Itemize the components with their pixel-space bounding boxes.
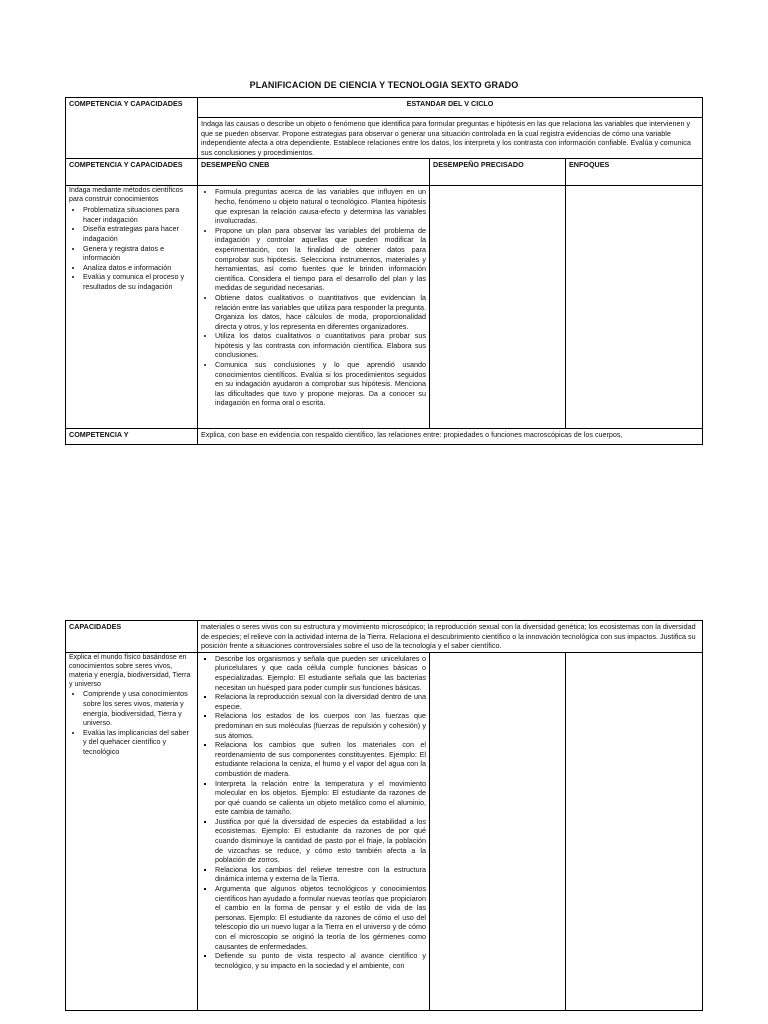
desempeno-item: ▪ Describe los organismos y señala que pueden ser unicelulares o pluricelulares y que cada célula cumple funciones básicas o especializadas. Ejemplo: El estudiante señala que las bacterias necesitan un huésped para poder cumplir sus funciones básicas. <box>215 654 426 692</box>
competencia-cell <box>66 186 198 429</box>
capacidad-item: • Genera y registra datos e información <box>83 244 194 263</box>
competencia-header: COMPETENCIA Y CAPACIDADES <box>66 98 198 159</box>
competencia-cell-2 <box>66 652 198 1010</box>
desempeno-item: • Utiliza los datos cualitativos o cuantitativos para probar sus hipótesis y las contrasta con información científica. Elabora sus conclusiones. <box>215 331 426 360</box>
desempeno-item: ▪ Relaciona la reproducción sexual con la diversidad dentro de una especie. <box>215 692 426 711</box>
col-competencia: COMPETENCIA Y CAPACIDADES <box>66 159 198 186</box>
desempeno-item: • Propone un plan para observar las variables del problema de indagación y controlar aquellas que pueden modificar la experimentación, con la finalidad de obtener datos para comprobar sus hipótesis. Selecciona instrumentos, materiales y herramientas, así como fuentes que le brinden información científica. Considera el tiempo para el desarrollo del plan y las medidas de seguridad necesarias. <box>215 226 426 293</box>
competencia-continued: COMPETENCIA Y <box>66 429 198 445</box>
desempeno-item: ▪ Defiende su punto de vista respecto al avance científico y tecnológico, y su impacto en la sociedad y el ambiente, con <box>215 951 426 970</box>
desempeno-precisado-cell-2 <box>430 652 566 1010</box>
desempeno-item: ▪ Justifica por qué la diversidad de especies da estabilidad a los ecosistemas. Ejemplo: El estudiante da razones de por qué cuando disminuye la cantidad de pasto por el friaje, la población de vizcachas se reduce, y cómo esto también afecta a la población de zorros. <box>215 817 426 865</box>
desempeno-item: ▪ Relaciona los cambios que sufren los materiales con el reordenamiento de sus componentes constituyentes. Ejemplo: El estudiante relaciona la ceniza, el humo y el vapor del agua con la combustión de madera. <box>215 740 426 778</box>
page-title: PLANIFICACION DE CIENCIA Y TECNOLOGIA SEXTO GRADO <box>249 80 519 90</box>
col-desempeno-cneb: DESEMPEÑO CNEB <box>198 159 430 186</box>
estandar-continued-text: materiales o seres vivos con su estructura y movimiento microscópico; la reproducción sexual con la diversidad genética; los ecosistemas con la diversidad de especies; el relieve con la actividad interna de la Tierra. Relaciona el descubrimiento científico o la innovación tecnológica con sus impactos. Justifica su posición frente a situaciones controversiales sobre el uso de la tecnología y el saber científico. <box>198 621 703 653</box>
estandar-explica-text: Explica, con base en evidencia con respaldo científico, las relaciones entre: propiedades o funciones macroscópicas de los cuerpos, <box>198 429 703 445</box>
capacidad-item: • Problematiza situaciones para hacer indagación <box>83 205 194 224</box>
capacidad-item: • Evalúa las implicancias del saber y del quehacer científico y tecnológico <box>83 728 194 757</box>
desempeno-precisado-cell <box>430 186 566 429</box>
estandar-text: Indaga las causas o describe un objeto o fenómeno que identifica para formular preguntas e hipótesis en las que relaciona las variables que intervienen y que se pueden observar. Propone estrategias para observar o generar una situación controlada en la cual registra evidencias de cómo una variable independiente afecta a otra dependiente. Establece relaciones entre los datos, los interpreta y los contrasta con información confiable. Evalúa y comunica sus conclusiones y procedimientos. <box>198 118 703 159</box>
planning-table-1 <box>65 97 703 445</box>
desempeno-item: • Obtiene datos cualitativos o cuantitativos que evidencian la relación entre las variables que utiliza para responder la pregunta. Organiza los datos, hace cálculos de moda, proporcionalidad directa y otros, y los representa en diferentes organizadores. <box>215 293 426 331</box>
desempeno-item: ▪ Interpreta la relación entre la temperatura y el movimiento molecular en los objetos. Ejemplo: El estudiante da razones de por qué cuando se calienta un objeto metálico como el aluminio, este cambia de tamaño. <box>215 779 426 817</box>
capacidad-item: • Comprende y usa conocimientos sobre los seres vivos, materia y energía, biodiversidad, Tierra y universo. <box>83 689 194 727</box>
competencia-intro-2: Explica el mundo físico basándose en conocimientos sobre seres vivos, materia y energía, biodiversidad, Tierra y universo <box>69 653 191 688</box>
desempeno-cneb-cell-2 <box>198 652 430 1010</box>
capacidades-header: CAPACIDADES <box>66 621 198 653</box>
enfoques-cell-2 <box>566 652 703 1010</box>
desempeno-item: ▪ Argumenta que algunos objetos tecnológicos y conocimientos científicos han ayudado a formular nuevas teorías que propiciaron el cambio en la forma de pensar y el estilo de vida de las personas. Ejemplo: El estudiante da razones de cómo el uso del telescopio dio un nuevo lugar a la Tierra en el universo y de cómo con el microscopio se originó la teoría de los gérmenes como causantes de enfermedades. <box>215 884 426 951</box>
competencia-intro: Indaga mediante métodos científicos para construir conocimientos <box>69 187 184 204</box>
desempeno-item: • Comunica sus conclusiones y lo que aprendió usando conocimientos científicos. Evalúa si los procedimientos seguidos en su indagación ayudaron a comprobar sus hipótesis. Menciona las dificultades que tuvo y propone mejoras. Da a conocer su indagación en forma oral o escrita. <box>215 360 426 408</box>
enfoques-cell <box>566 186 703 429</box>
planning-table-2 <box>65 620 703 1011</box>
desempeno-item: • Formula preguntas acerca de las variables que influyen en un hecho, fenómeno u objeto natural o tecnológico. Plantea hipótesis que expresan la relación causa-efecto y determina las variables involucradas. <box>215 187 426 225</box>
capacidad-item: • Evalúa y comunica el proceso y resultados de su indagación <box>83 272 194 291</box>
desempeno-item: ▪ Relaciona los cambios del relieve terrestre con la estructura dinámica interna y externa de la Tierra. <box>215 865 426 884</box>
estandar-header: ESTANDAR DEL V CICLO <box>198 98 703 118</box>
col-desempeno-precisado: DESEMPEÑO PRECISADO <box>430 159 566 186</box>
col-enfoques: ENFOQUES <box>566 159 703 186</box>
capacidad-item: • Analiza datos e información <box>83 263 194 273</box>
desempeno-cneb-cell <box>198 186 430 429</box>
capacidad-item: • Diseña estrategias para hacer indagación <box>83 224 194 243</box>
desempeno-item: ▪ Relaciona los estados de los cuerpos con las fuerzas que predominan en sus moléculas (fuerzas de repulsión y cohesión) y sus átomos. <box>215 711 426 740</box>
